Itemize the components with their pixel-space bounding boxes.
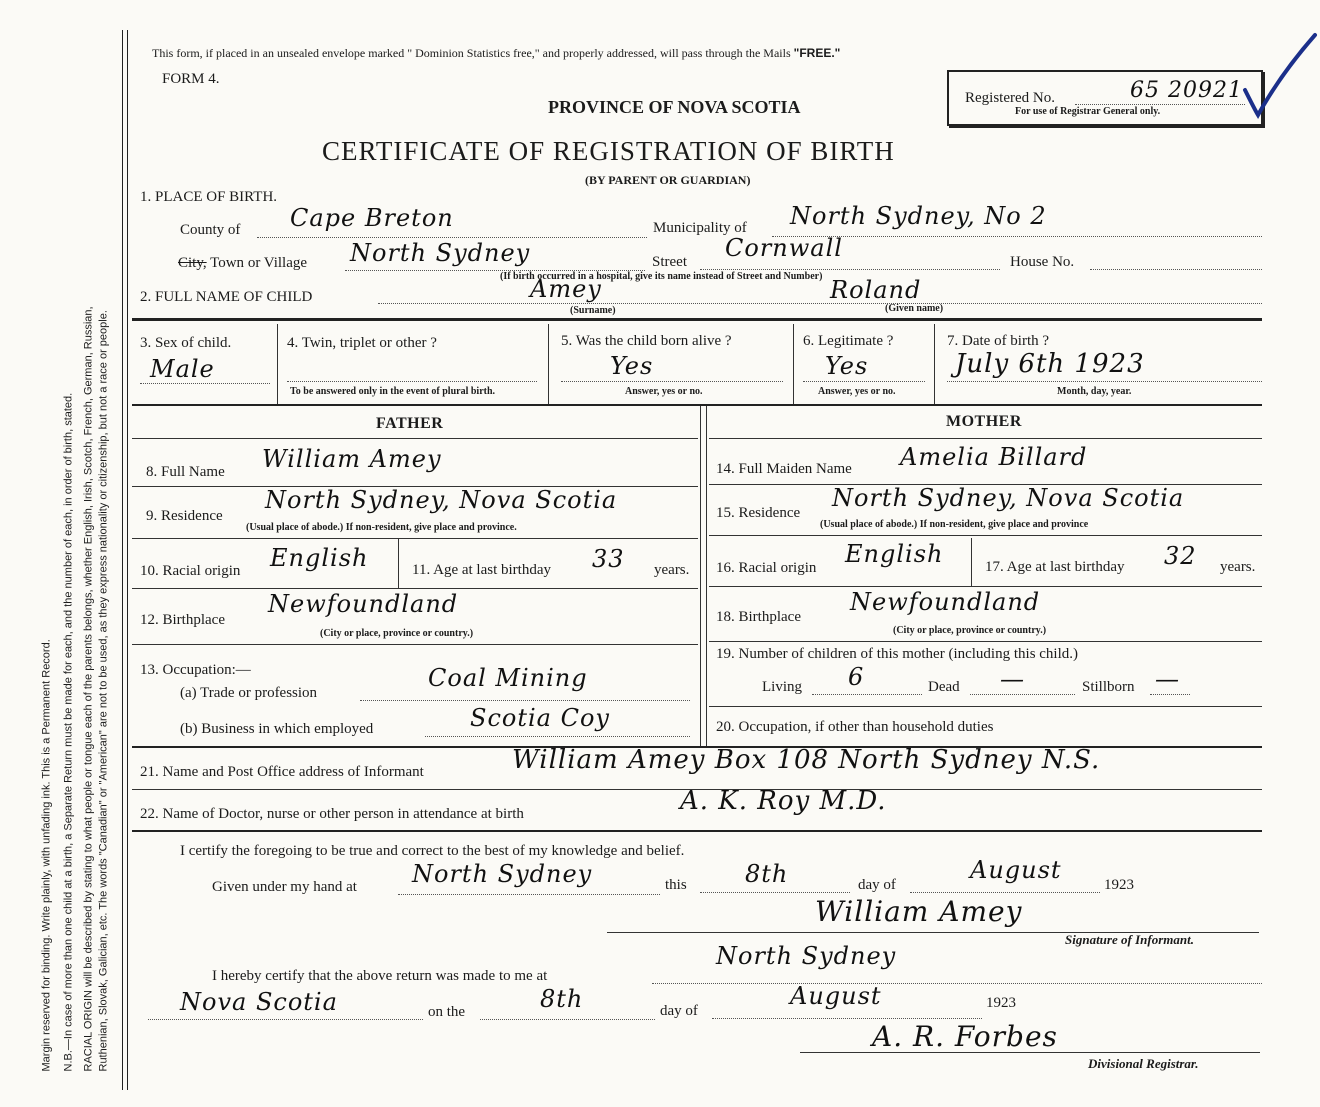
mail-notice-free: "FREE." <box>793 46 841 60</box>
mother-race-label: 16. Racial origin <box>716 560 817 576</box>
mail-notice <box>152 46 840 61</box>
row3-divider-4 <box>934 324 935 404</box>
mother-race-divider <box>971 538 972 586</box>
mother-res-note: (Usual place of abode.) If non-resident, give place and province <box>820 519 1089 530</box>
legit-dots <box>803 381 925 382</box>
registered-dots <box>1075 104 1245 105</box>
municipality-label: Municipality of <box>653 220 747 236</box>
municipality-value: North Sydney, No 2 <box>790 202 1047 230</box>
dead-label: Dead <box>928 679 960 695</box>
sex-label: 3. Sex of child. <box>140 335 232 351</box>
mother-age-label: 17. Age at last birthday <box>985 559 1125 575</box>
town-label <box>178 255 307 272</box>
mother-birth-rule <box>709 641 1262 642</box>
town-word: Town <box>210 255 245 271</box>
informant-label: 21. Name and Post Office address of Informant <box>140 764 424 780</box>
still-value: — <box>1155 665 1180 693</box>
father-biz-label: (b) Business in which employed <box>180 721 374 737</box>
mother-heading-rule <box>709 438 1262 439</box>
registrar-month: August <box>790 982 882 1010</box>
row3-divider-3 <box>793 324 794 404</box>
certify-year: 1923 <box>1104 877 1134 893</box>
surname-note: (Surname) <box>570 305 616 316</box>
margin-note-1: Margin reserved for binding. Write plainly, with unfading ink. This is a Permanent Record. <box>40 639 53 1072</box>
given-place: North Sydney <box>412 860 593 888</box>
registrar-signature-label: Divisional Registrar. <box>1088 1056 1199 1071</box>
doctor-rule <box>132 830 1262 832</box>
row3-bottom-border <box>132 404 1262 406</box>
registered-label: Registered No. <box>965 90 1055 106</box>
father-name-value: William Amey <box>262 445 442 473</box>
father-age-label: 11. Age at last birthday <box>412 562 551 578</box>
legit-value: Yes <box>825 352 869 380</box>
parents-center-divider <box>700 406 701 746</box>
registrar-day: 8th <box>540 985 584 1013</box>
check-mark <box>1240 30 1320 125</box>
mother-res-label: 15. Residence <box>716 505 801 521</box>
father-res-note: (Usual place of abode.) If non-resident, give place and province. <box>246 522 517 533</box>
margin-note-2: N.B.—In case of more than one child at a birth, a Separate Return must be made for each, and the number of each, in order of birth, stated. <box>62 392 75 1072</box>
province-heading: PROVINCE OF NOVA SCOTIA <box>548 97 801 117</box>
alive-label: 5. Was the child born alive ? <box>561 333 732 349</box>
father-name-label: 8. Full Name <box>146 464 225 480</box>
father-birth-value: Newfoundland <box>268 590 459 618</box>
registrar-text: I hereby certify that the above return was made to me at <box>212 968 548 984</box>
given-dots <box>398 894 660 895</box>
certify-month-dots <box>910 892 1100 893</box>
registered-number: 65 20921 <box>1130 78 1243 103</box>
father-birth-note: (City or place, province or country.) <box>320 628 474 639</box>
registrar-place2: Nova Scotia <box>180 988 338 1016</box>
twin-note: To be answered only in the event of plural birth. <box>290 386 496 397</box>
row3-divider-2 <box>548 324 549 404</box>
twin-dots <box>287 381 537 382</box>
legit-note: Answer, yes or no. <box>818 386 896 397</box>
living-value: 6 <box>848 663 865 691</box>
registrar-day-dots <box>480 1019 655 1020</box>
father-res-label: 9. Residence <box>146 508 223 524</box>
father-biz-dots <box>425 736 690 737</box>
dob-note: Month, day, year. <box>1057 386 1132 397</box>
mother-race-rule <box>709 586 1262 587</box>
binding-margin <box>122 30 123 1090</box>
alive-note: Answer, yes or no. <box>625 386 703 397</box>
father-trade-label: (a) Trade or profession <box>180 685 318 701</box>
municipality-dots <box>772 236 1262 237</box>
town-value: North Sydney <box>350 239 531 267</box>
father-birth-rule <box>132 644 698 645</box>
mother-birth-value: Newfoundland <box>850 588 1041 616</box>
father-trade-value: Coal Mining <box>428 664 588 692</box>
county-label: County of <box>180 222 241 238</box>
father-biz-value: Scotia Coy <box>470 704 610 732</box>
father-birth-label: 12. Birthplace <box>140 612 225 628</box>
registrar-month-dots <box>712 1018 982 1019</box>
mother-race-value: English <box>845 540 944 568</box>
county-value: Cape Breton <box>290 204 454 232</box>
father-race-rule <box>132 588 698 589</box>
certificate-subtitle: (BY PARENT OR GUARDIAN) <box>585 173 751 187</box>
mother-res-rule <box>709 535 1262 536</box>
twin-label: 4. Twin, triplet or other ? <box>287 335 437 351</box>
dob-value: July 6th 1923 <box>955 349 1145 379</box>
house-dots <box>1090 269 1262 270</box>
mother-name-value: Amelia Billard <box>900 443 1088 471</box>
child-given: Roland <box>830 276 922 304</box>
sex-value: Male <box>150 355 215 383</box>
informant-value: William Amey Box 108 North Sydney N.S. <box>512 745 1101 775</box>
legit-label: 6. Legitimate ? <box>803 333 894 349</box>
father-res-rule <box>132 538 698 539</box>
mother-age-value: 32 <box>1164 542 1197 570</box>
certify-day: 8th <box>745 860 789 888</box>
mother-name-label: 14. Full Maiden Name <box>716 461 852 477</box>
form-number: FORM 4. <box>162 71 220 87</box>
village-label: or Village <box>247 255 308 271</box>
mother-occ-label: 20. Occupation, if other than household duties <box>716 719 994 735</box>
father-heading: FATHER <box>376 415 444 432</box>
street-label: Street <box>652 254 687 270</box>
certificate-title: CERTIFICATE OF REGISTRATION OF BIRTH <box>322 136 895 166</box>
informant-signature-label: Signature of Informant. <box>1065 932 1194 947</box>
alive-value: Yes <box>610 352 654 380</box>
registrar-place-dots <box>652 983 1262 984</box>
mother-heading: MOTHER <box>946 413 1022 430</box>
sex-dots <box>140 383 270 384</box>
child-name-dots <box>378 303 1262 304</box>
dead-dots <box>970 694 1075 695</box>
given-label: Given under my hand at <box>212 879 357 895</box>
dob-label: 7. Date of birth ? <box>947 333 1050 349</box>
father-race-label: 10. Racial origin <box>140 563 241 579</box>
father-res-value: North Sydney, Nova Scotia <box>265 486 618 514</box>
row3-divider-1 <box>277 324 278 404</box>
mother-children-rule <box>709 706 1262 707</box>
doctor-value: A. K. Roy M.D. <box>680 786 887 816</box>
parents-center-divider-2 <box>706 406 707 746</box>
mother-age-unit: years. <box>1220 559 1256 575</box>
mother-res-value: North Sydney, Nova Scotia <box>832 484 1185 512</box>
place-heading: 1. PLACE OF BIRTH. <box>140 189 278 205</box>
father-race-value: English <box>270 544 369 572</box>
registrar-signature: A. R. Forbes <box>872 1020 1058 1053</box>
child-name-label: 2. FULL NAME OF CHILD <box>140 289 313 305</box>
living-dots <box>812 694 922 695</box>
father-trade-dots <box>360 700 690 701</box>
living-label: Living <box>762 679 802 695</box>
county-dots <box>257 237 647 238</box>
certify-month: August <box>970 856 1062 884</box>
father-age-unit: years. <box>654 562 690 578</box>
hospital-note: (If birth occurred in a hospital, give its name instead of Street and Number) <box>500 271 823 282</box>
certify-text: I certify the foregoing to be true and correct to the best of my knowledge and belief. <box>180 843 685 859</box>
margin-note-3: RACIAL ORIGIN will be described by stating to what people or tongue each of the parents belongs, whether English, Irish, Scotch, French, German, Russian, <box>82 306 95 1072</box>
row3-top-border <box>132 318 1262 321</box>
mother-birth-note: (City or place, province or country.) <box>893 625 1047 636</box>
street-dots <box>700 269 1000 270</box>
street-value: Cornwall <box>725 234 843 262</box>
still-label: Stillborn <box>1082 679 1135 695</box>
informant-signature: William Amey <box>815 895 1023 928</box>
registrar-on-the: on the <box>428 1004 466 1020</box>
city-label: City, <box>178 255 207 271</box>
this-label: this <box>665 877 687 893</box>
mother-birth-label: 18. Birthplace <box>716 609 801 625</box>
mother-children-label: 19. Number of children of this mother (including this child.) <box>716 646 1079 662</box>
doctor-label: 22. Name of Doctor, nurse or other person in attendance at birth <box>140 806 524 822</box>
father-race-divider <box>398 538 399 588</box>
registrar-note: For use of Registrar General only. <box>1015 106 1161 117</box>
binding-margin-inner <box>127 30 128 1090</box>
father-heading-rule <box>132 438 698 439</box>
child-surname: Amey <box>530 275 602 303</box>
registrar-place1: North Sydney <box>716 942 897 970</box>
house-label: House No. <box>1010 254 1075 270</box>
alive-dots <box>561 381 783 382</box>
this-dots <box>700 892 850 893</box>
father-occ-label: 13. Occupation:— <box>140 662 251 678</box>
margin-note-4: Ruthenian, Slovak, Galician, etc. The words "Canadian" or "American" are not to be used, as they express nationality or citizenship, but not a race or people. <box>97 310 110 1072</box>
certify-day-of: day of <box>858 877 896 893</box>
registrar-day-of: day of <box>660 1003 698 1019</box>
dead-value: — <box>1000 665 1025 693</box>
still-dots <box>1150 694 1190 695</box>
given-note: (Given name) <box>885 303 944 314</box>
mail-notice-text: This form, if placed in an unsealed envelope marked " Dominion Statistics free," and properly addressed, will pass through the Mails <box>152 46 791 60</box>
dob-dots <box>947 381 1262 382</box>
father-age-value: 33 <box>592 545 625 573</box>
registrar-year: 1923 <box>986 995 1016 1011</box>
registrar-place2-dots <box>148 1019 423 1020</box>
